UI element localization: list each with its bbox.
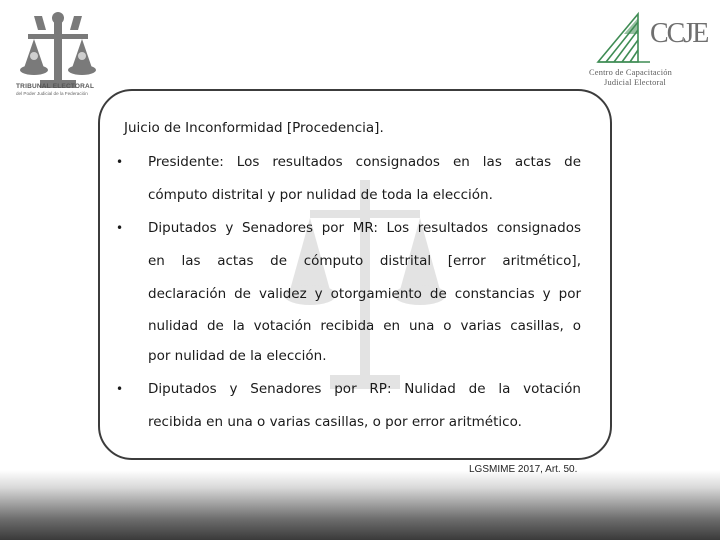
bottom-gradient-band: [0, 470, 720, 540]
tepjf-logo-subtitle: del Poder Judicial de la Federación: [16, 91, 88, 96]
item-2-line-2: en las actas de cómputo distrital [error aritmético],: [148, 253, 581, 269]
legal-citation: LGSMIME 2017, Art. 50.: [469, 464, 578, 475]
ccje-triangle-logo-icon: [594, 10, 654, 66]
item-1-line-1: Presidente: Los resultados consignados en las actas de: [148, 154, 581, 170]
item-2-line-1: Diputados y Senadores por MR: Los resultados consignados: [148, 220, 581, 236]
tepjf-logo-title: TRIBUNAL ELECTORAL: [16, 83, 95, 90]
item-3-line-1: Diputados y Senadores por RP: Nulidad de la votación: [148, 381, 581, 397]
ccje-name-line1: Centro de Capacitación: [589, 68, 673, 77]
ccje-initials: CCJE: [650, 18, 708, 49]
bullet-3: •: [116, 382, 124, 396]
item-2-line-5: por nulidad de la elección.: [148, 348, 327, 364]
item-3-line-2: recibida en una o varias casillas, o por error aritmético.: [148, 414, 522, 430]
bullet-1: •: [116, 155, 124, 169]
item-2-line-3: declaración de validez y otorgamiento de constancias y por: [148, 286, 581, 302]
item-1-line-2: cómputo distrital y por nulidad de toda la elección.: [148, 187, 493, 203]
item-2-line-4: nulidad de la votación recibida en una o varias casillas, o: [148, 318, 581, 334]
slide-heading: Juicio de Inconformidad [Procedencia].: [124, 120, 384, 136]
bullet-2: •: [116, 221, 124, 235]
content-frame: [98, 89, 612, 460]
ccje-name-line2: Judicial Electoral: [604, 78, 666, 87]
